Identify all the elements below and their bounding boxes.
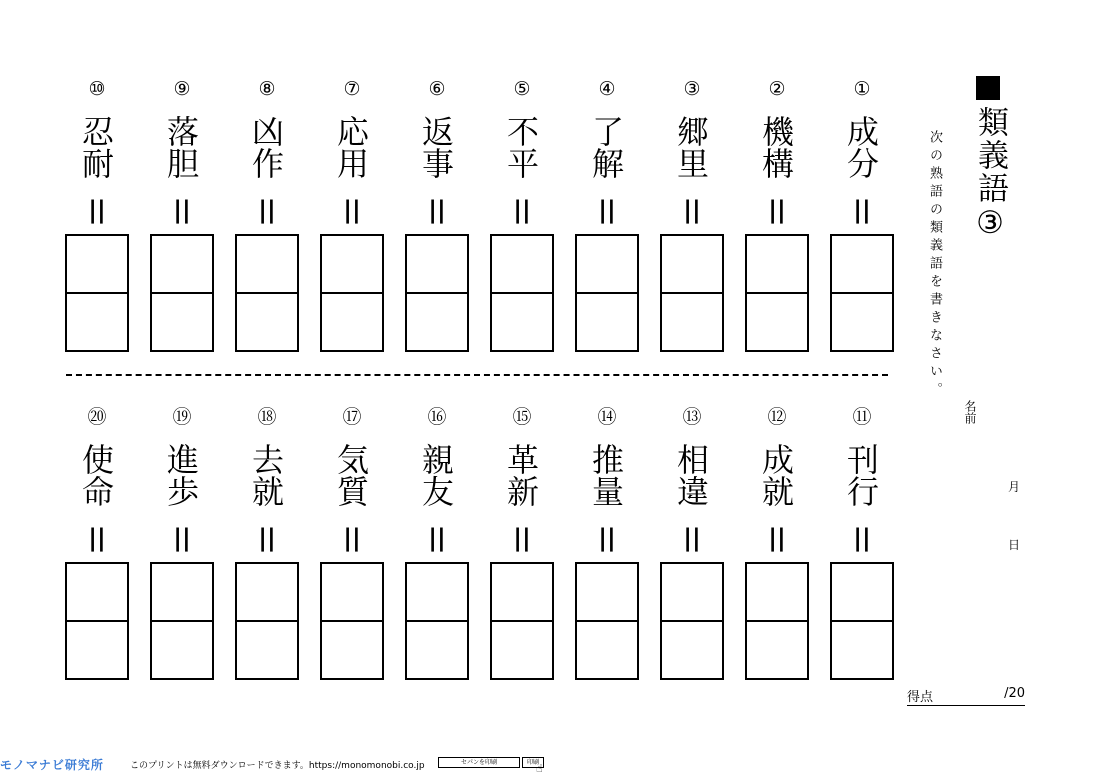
question-word: 刊行 bbox=[842, 443, 880, 507]
question-number: ⑦ bbox=[343, 78, 361, 100]
question-word: 成就 bbox=[757, 443, 795, 507]
answer-box-divider bbox=[832, 292, 892, 294]
answer-box-divider bbox=[322, 292, 382, 294]
question-word: 不平 bbox=[502, 115, 540, 179]
equals-sign: || bbox=[343, 524, 361, 552]
question-word: 成分 bbox=[842, 115, 880, 179]
question-word: 郷里 bbox=[672, 115, 710, 179]
equals-sign: || bbox=[88, 524, 106, 552]
footer-text: このプリントは無料ダウンロードできます。https://monomonobi.co.jp bbox=[130, 761, 425, 771]
answer-box[interactable] bbox=[575, 234, 639, 352]
day-label: 日 bbox=[1008, 538, 1021, 552]
question-number: ⑰ bbox=[342, 406, 362, 428]
equals-sign: || bbox=[88, 196, 106, 224]
question-number: ⑮ bbox=[512, 406, 532, 428]
answer-box[interactable] bbox=[150, 234, 214, 352]
equals-sign: || bbox=[173, 196, 191, 224]
worksheet-title: 類義語③ bbox=[972, 106, 1008, 243]
answer-box[interactable] bbox=[745, 234, 809, 352]
equals-sign: || bbox=[513, 196, 531, 224]
answer-box-divider bbox=[237, 292, 297, 294]
question-number: ⑬ bbox=[682, 406, 702, 428]
answer-box[interactable] bbox=[830, 562, 894, 680]
month-label: 月 bbox=[1008, 480, 1021, 494]
equals-sign: || bbox=[853, 196, 871, 224]
instruction-text: 次の熟語の類義語を書きなさい。 bbox=[927, 130, 942, 400]
equals-sign: || bbox=[598, 524, 616, 552]
section-divider bbox=[66, 374, 888, 376]
brand-logo[interactable]: モノマナビ研究所 bbox=[0, 758, 104, 772]
answer-box[interactable] bbox=[830, 234, 894, 352]
question-number: ⑱ bbox=[257, 406, 277, 428]
answer-box-divider bbox=[237, 620, 297, 622]
equals-sign: || bbox=[258, 196, 276, 224]
question-number: ⑲ bbox=[172, 406, 192, 428]
answer-box-divider bbox=[492, 620, 552, 622]
question-number: ⑨ bbox=[173, 78, 191, 100]
question-number: ⑳ bbox=[87, 406, 107, 428]
answer-box[interactable] bbox=[235, 562, 299, 680]
title-square-icon bbox=[976, 76, 1000, 100]
question-number: ④ bbox=[598, 78, 616, 100]
answer-box[interactable] bbox=[320, 234, 384, 352]
answer-box[interactable] bbox=[575, 562, 639, 680]
footer bbox=[0, 754, 700, 774]
equals-sign: || bbox=[768, 196, 786, 224]
question-word: 親友 bbox=[417, 443, 455, 507]
answer-box[interactable] bbox=[660, 234, 724, 352]
answer-box-divider bbox=[152, 292, 212, 294]
question-word: 了解 bbox=[587, 115, 625, 179]
answer-box[interactable] bbox=[65, 562, 129, 680]
answer-box-divider bbox=[322, 620, 382, 622]
answer-box-divider bbox=[747, 620, 807, 622]
question-word: 進歩 bbox=[162, 443, 200, 507]
question-word: 相違 bbox=[672, 443, 710, 507]
question-word: 応用 bbox=[332, 115, 370, 179]
score-field bbox=[907, 686, 1025, 706]
answer-box[interactable] bbox=[65, 234, 129, 352]
equals-sign: || bbox=[598, 196, 616, 224]
question-number: ③ bbox=[683, 78, 701, 100]
question-word: 革新 bbox=[502, 443, 540, 507]
print-button[interactable]: 印刷 bbox=[522, 757, 544, 768]
answer-box-divider bbox=[577, 292, 637, 294]
answer-box[interactable] bbox=[660, 562, 724, 680]
question-number: ⑥ bbox=[428, 78, 446, 100]
question-number: ⑩ bbox=[88, 78, 106, 100]
question-number: ⑫ bbox=[767, 406, 787, 428]
question-number: ⑯ bbox=[427, 406, 447, 428]
question-number: ⑪ bbox=[852, 406, 872, 428]
equals-sign: || bbox=[768, 524, 786, 552]
answer-box[interactable] bbox=[490, 234, 554, 352]
answer-box[interactable] bbox=[745, 562, 809, 680]
equals-sign: || bbox=[428, 524, 446, 552]
equals-sign: || bbox=[683, 196, 701, 224]
question-word: 凶作 bbox=[247, 115, 285, 179]
equals-sign: || bbox=[853, 524, 871, 552]
answer-box-divider bbox=[577, 620, 637, 622]
score-total: /20 bbox=[1004, 686, 1025, 701]
name-label: 名前 bbox=[963, 400, 977, 424]
answer-box[interactable] bbox=[490, 562, 554, 680]
answer-box-divider bbox=[67, 620, 127, 622]
question-word: 使命 bbox=[77, 443, 115, 507]
question-number: ① bbox=[853, 78, 871, 100]
answer-box[interactable] bbox=[150, 562, 214, 680]
equals-sign: || bbox=[258, 524, 276, 552]
answer-box-divider bbox=[67, 292, 127, 294]
answer-box[interactable] bbox=[235, 234, 299, 352]
answer-box[interactable] bbox=[405, 562, 469, 680]
answer-box-divider bbox=[662, 620, 722, 622]
question-word: 推量 bbox=[587, 443, 625, 507]
question-word: 機構 bbox=[757, 115, 795, 179]
answer-box-divider bbox=[662, 292, 722, 294]
question-word: 気質 bbox=[332, 443, 370, 507]
answer-box-divider bbox=[407, 292, 467, 294]
answer-box-divider bbox=[832, 620, 892, 622]
answer-box-divider bbox=[152, 620, 212, 622]
score-label: 得点 bbox=[907, 690, 934, 705]
question-number: ② bbox=[768, 78, 786, 100]
equals-sign: || bbox=[173, 524, 191, 552]
answer-box[interactable] bbox=[320, 562, 384, 680]
question-number: ⑭ bbox=[597, 406, 617, 428]
pointer-cursor-icon: ☝ bbox=[536, 762, 543, 775]
equals-sign: || bbox=[428, 196, 446, 224]
answer-box-divider bbox=[407, 620, 467, 622]
print-set-button[interactable]: セパンを印刷 bbox=[438, 757, 520, 768]
equals-sign: || bbox=[343, 196, 361, 224]
question-number: ⑤ bbox=[513, 78, 531, 100]
answer-box-divider bbox=[747, 292, 807, 294]
answer-box-divider bbox=[492, 292, 552, 294]
equals-sign: || bbox=[683, 524, 701, 552]
question-number: ⑧ bbox=[258, 78, 276, 100]
equals-sign: || bbox=[513, 524, 531, 552]
question-word: 忍耐 bbox=[77, 115, 115, 179]
answer-box[interactable] bbox=[405, 234, 469, 352]
question-word: 去就 bbox=[247, 443, 285, 507]
question-word: 返事 bbox=[417, 115, 455, 179]
question-word: 落胆 bbox=[162, 115, 200, 179]
